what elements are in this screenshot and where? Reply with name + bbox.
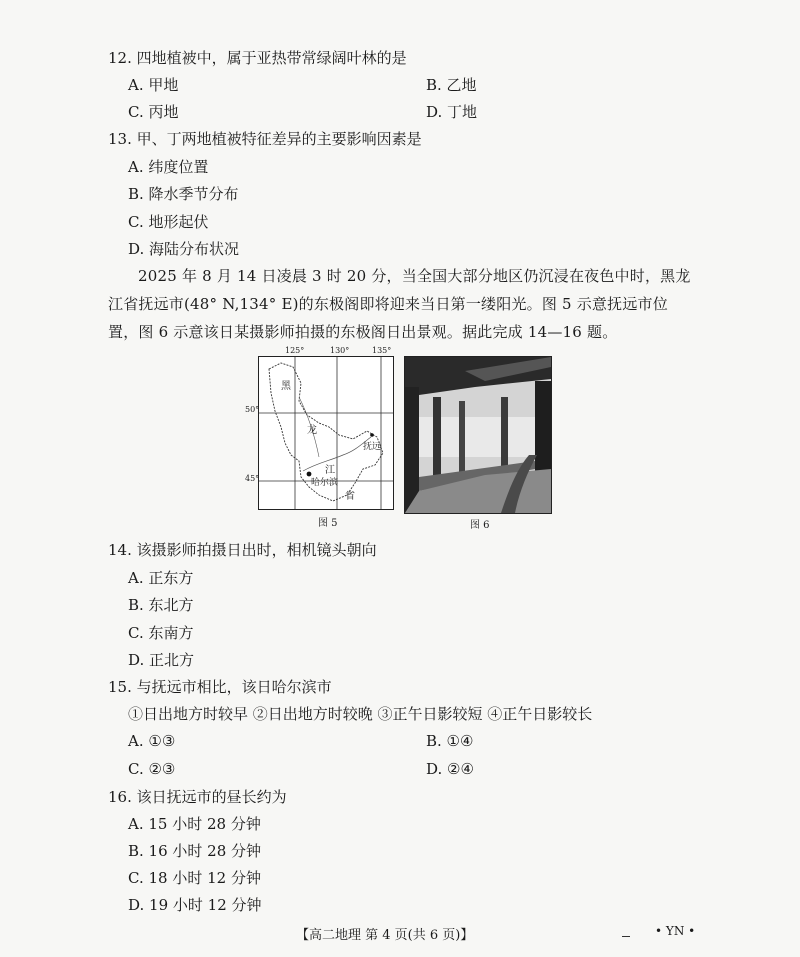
photo-graphic	[405, 357, 551, 513]
map-char-sheng: 省	[345, 491, 355, 502]
q13-option-c: C. 地形起伏	[128, 213, 209, 231]
map-char-jiang: 江	[325, 465, 335, 476]
q16-option-c: C. 18 小时 12 分钟	[128, 869, 261, 887]
q15-option-c: C. ②③	[128, 760, 176, 778]
q13-stem: 13. 甲、丁两地植被特征差异的主要影响因素是	[108, 130, 422, 148]
q12-stem: 12. 四地植被中，属于亚热带常绿阔叶林的是	[108, 49, 407, 67]
map-lat-50: 50°	[245, 405, 260, 414]
fuyuan-dot	[370, 433, 374, 437]
q13-option-a: A. 纬度位置	[128, 158, 209, 176]
footer-dash	[622, 936, 630, 937]
q15-option-b: B. ①④	[426, 732, 474, 750]
q16-option-d: D. 19 小时 12 分钟	[128, 896, 262, 914]
q15-option-a: A. ①③	[128, 732, 176, 750]
q15-option-d: D. ②④	[426, 760, 474, 778]
map-lat-45: 45°	[245, 474, 260, 483]
footer-code: • YN •	[655, 924, 696, 938]
map-lon-130: 130°	[330, 346, 350, 355]
map-label-harbin: 哈尔滨	[311, 478, 339, 488]
map-label-fuyuan: 抚远	[363, 442, 382, 452]
q14-option-c: C. 东南方	[128, 624, 194, 642]
q16-stem: 16. 该日抚远市的昼长约为	[108, 788, 287, 806]
page-footer: 【高二地理 第 4 页(共 6 页)】	[296, 928, 474, 943]
q16-option-a: A. 15 小时 28 分钟	[128, 815, 261, 833]
q15-stem: 15. 与抚远市相比，该日哈尔滨市	[108, 678, 332, 696]
q13-option-d: D. 海陆分布状况	[128, 240, 240, 258]
q14-stem: 14. 该摄影师拍摄日出时，相机镜头朝向	[108, 541, 377, 559]
q14-option-b: B. 东北方	[128, 596, 194, 614]
passage: 2025 年 8 月 14 日凌晨 3 时 20 分，当全国大部分地区仍沉浸在夜色中时，黑龙江省抚远市(48° N,134° E)的东极阁即将迎来当日第一缕阳光。图 5 示意抚远市位置，图 6 示意该日某摄影师拍摄的东极阁日出景观。据此完成 14—16 题。	[108, 267, 691, 341]
q12-option-a: A. 甲地	[128, 76, 179, 94]
map-lon-135: 135°	[372, 346, 392, 355]
figure-6-caption: 图 6	[470, 520, 490, 531]
q12-option-c: C. 丙地	[128, 103, 179, 121]
figure-5-map	[258, 356, 394, 510]
map-char-long: 龙	[307, 425, 317, 436]
map-char-hei: 黑	[281, 381, 291, 392]
q12-option-b: B. 乙地	[426, 76, 477, 94]
q14-option-d: D. 正北方	[128, 651, 195, 669]
q16-option-b: B. 16 小时 28 分钟	[128, 842, 262, 860]
figure-5-caption: 图 5	[318, 518, 338, 529]
figure-6-photo	[404, 356, 552, 514]
q15-statements: ①日出地方时较早 ②日出地方时较晚 ③正午日影较短 ④正午日影较长	[128, 705, 593, 723]
map-lon-125: 125°	[285, 346, 305, 355]
q14-option-a: A. 正东方	[128, 569, 194, 587]
q13-option-b: B. 降水季节分布	[128, 185, 239, 203]
q12-option-d: D. 丁地	[426, 103, 478, 121]
